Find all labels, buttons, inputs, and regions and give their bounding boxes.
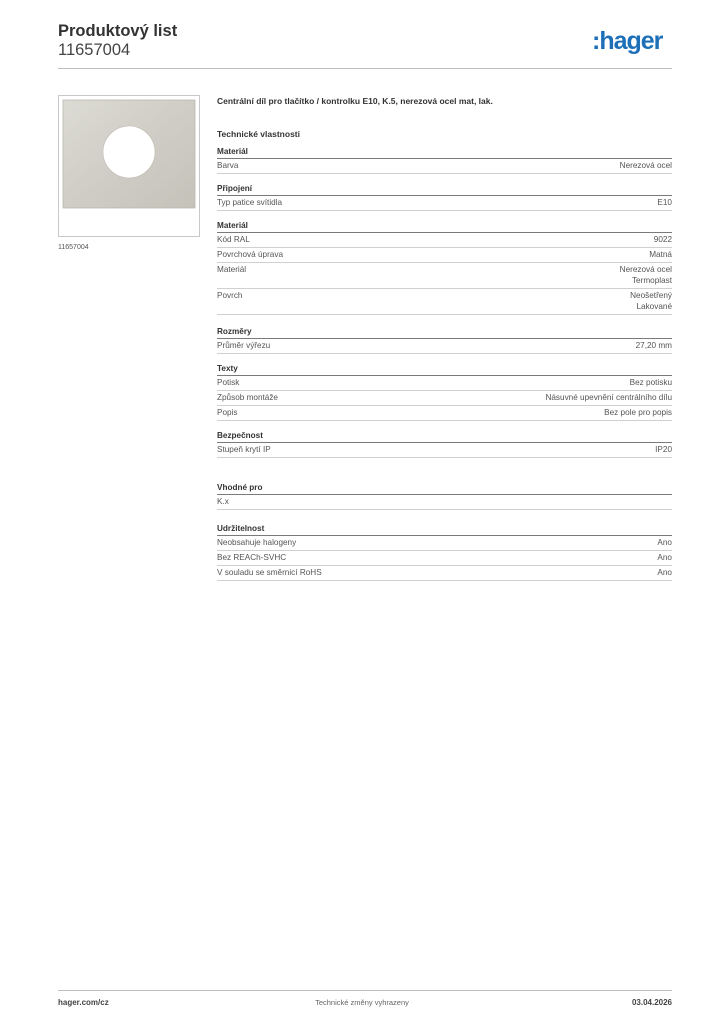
spec-label: Materiál <box>217 265 247 274</box>
spec-value: Ano <box>657 538 672 547</box>
spec-group <box>217 431 672 458</box>
spec-row <box>217 391 672 406</box>
spec-row <box>217 196 672 211</box>
spec-row <box>217 376 672 391</box>
specs-heading: Technické vlastnosti <box>217 129 300 139</box>
spec-label: Typ patice svítidla <box>217 198 283 207</box>
spec-value: Ano <box>657 568 672 577</box>
spec-label: Způsob montáže <box>217 393 278 402</box>
spec-row <box>217 495 672 510</box>
spec-group <box>217 364 672 421</box>
spec-group <box>217 327 672 354</box>
product-specs <box>217 94 672 581</box>
spec-label: Neobsahuje halogeny <box>217 538 297 547</box>
spec-label: K.x <box>217 497 229 506</box>
product-description: Centrální díl pro tlačítko / kontrolku E10, K.5, nerezová ocel mat, lak. <box>217 96 493 106</box>
page-title: Produktový list <box>58 22 178 40</box>
spec-value: Ano <box>657 553 672 562</box>
spec-group-title: Vhodné pro <box>217 483 672 495</box>
logo-text: :hager <box>592 27 663 55</box>
spec-label: V souladu se směrnicí RoHS <box>217 568 322 577</box>
spec-value: Neošetřený Lakované <box>630 291 672 311</box>
spec-row <box>217 551 672 566</box>
spec-label: Povrchová úprava <box>217 250 283 259</box>
footer-website[interactable]: hager.com/cz <box>58 998 109 1007</box>
header-divider <box>58 68 672 69</box>
spec-value: Bez potisku <box>629 378 672 387</box>
spec-label: Kód RAL <box>217 235 250 244</box>
spec-group-title: Udržitelnost <box>217 524 672 536</box>
spec-row <box>217 289 672 315</box>
spec-group-title: Připojení <box>217 184 672 196</box>
spec-group <box>217 221 672 315</box>
spec-label: Bez REACh-SVHC <box>217 553 287 562</box>
spec-value: Matná <box>649 250 672 259</box>
spec-value: 9022 <box>653 235 672 244</box>
spec-label: Stupeň krytí IP <box>217 445 271 454</box>
spec-group <box>217 483 672 510</box>
spec-value: IP20 <box>655 445 672 454</box>
footer-divider <box>58 990 672 991</box>
spec-row <box>217 159 672 174</box>
product-number: 11657004 <box>58 41 131 59</box>
spec-group-title: Bezpečnost <box>217 431 672 443</box>
spec-label: Barva <box>217 161 239 170</box>
spec-row <box>217 339 672 354</box>
spec-row <box>217 406 672 421</box>
spec-group <box>217 184 672 211</box>
spec-value: Bez pole pro popis <box>604 408 672 417</box>
spec-row <box>217 233 672 248</box>
spec-group-title: Materiál <box>217 221 672 233</box>
spec-label: Průměr výřezu <box>217 341 271 350</box>
spec-label: Popis <box>217 408 238 417</box>
image-caption: 11657004 <box>58 244 89 251</box>
spec-value: Násuvné upevnění centrálního dílu <box>545 393 672 402</box>
spec-group <box>217 147 672 174</box>
spec-value: Nerezová ocel Termoplast <box>619 265 672 285</box>
footer-date: 03.04.2026 <box>631 998 672 1007</box>
spec-row <box>217 536 672 551</box>
spec-value: E10 <box>657 198 672 207</box>
footer-notice: Technické změny vyhrazeny <box>315 998 409 1007</box>
spec-row <box>217 248 672 263</box>
spec-label: Povrch <box>217 291 243 300</box>
spec-row <box>217 566 672 581</box>
spec-label: Potisk <box>217 378 240 387</box>
spec-row <box>217 263 672 289</box>
spec-group-title: Rozměry <box>217 327 672 339</box>
spec-value: 27,20 mm <box>635 341 672 350</box>
spec-row <box>217 443 672 458</box>
hager-logo[interactable] <box>592 27 674 59</box>
spec-value: Nerezová ocel <box>619 161 672 170</box>
spec-group-title: Materiál <box>217 147 672 159</box>
spec-group <box>217 524 672 581</box>
spec-groups <box>217 147 672 581</box>
product-image <box>58 95 200 237</box>
spec-group-title: Texty <box>217 364 672 376</box>
